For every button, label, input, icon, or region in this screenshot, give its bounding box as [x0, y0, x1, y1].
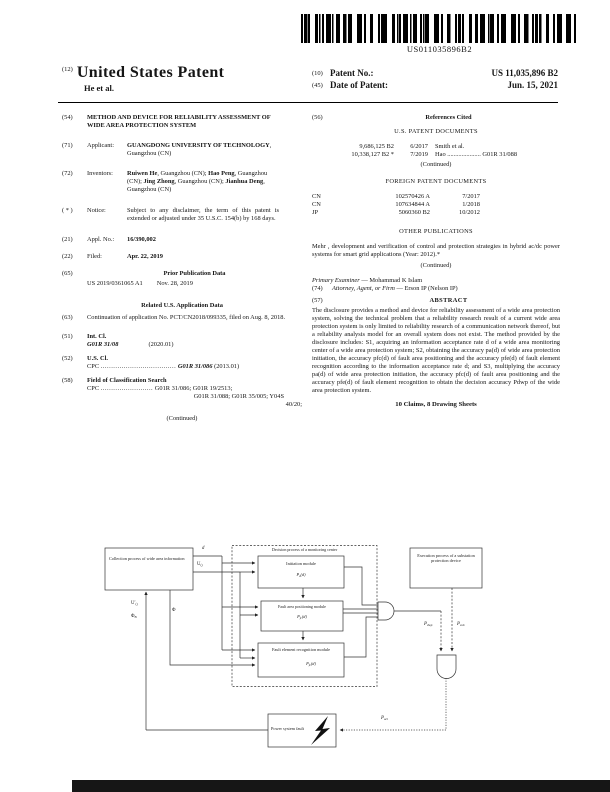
date-of-patent-value: Jun. 15, 2021	[507, 80, 558, 90]
notice-text: Subject to any disclaimer, the term of this patent is extended or adjusted under 35 U.S.C. 154(b) by 168 days.	[127, 207, 279, 222]
field-search-line3: 40/20;	[285, 401, 302, 408]
field-number-72: (72)	[62, 170, 73, 177]
appl-no-value: 16/390,002	[127, 236, 156, 243]
field-search-continued: (Continued)	[166, 415, 198, 422]
collection-box-label: Collection process of wide area information	[109, 556, 185, 561]
wire-label-d: d	[202, 546, 205, 551]
field-number-74: (74)	[312, 285, 323, 292]
applicant-label: Applicant:	[87, 142, 114, 149]
wire-label-u: $U_{()}$	[197, 562, 203, 568]
primary-examiner-line: Primary Examiner — Mohammad K Islam	[312, 277, 423, 284]
field-number-63: (63)	[62, 314, 73, 321]
attorney-line: Attorney, Agent, or Firm — Erson IP (Nelson IP)	[332, 285, 458, 292]
field-number-12: (12)	[62, 66, 73, 73]
related-app-text: Continuation of application No. PCT/CN2018/099335, filed on Aug. 8, 2018.	[87, 314, 286, 321]
applicant-value: GUANGDONG UNIVERSITY OF TECHNOLOGY, Guangzhou (CN)	[127, 142, 272, 157]
field-number-21: (21)	[62, 236, 73, 243]
wire-label-u-prime: $U'_{()}$	[131, 601, 138, 607]
wire-label-p-act: $P_{act}$	[381, 716, 388, 722]
wire-label-phi-b: $\Phi_B$	[131, 614, 137, 620]
foreign-patent-row: JP 5060360 B2 10/2012	[312, 209, 480, 216]
field-number-71: (71)	[62, 142, 73, 149]
us-cl-heading: U.S. Cl.	[87, 355, 108, 362]
abstract-heading: ABSTRACT	[429, 297, 468, 304]
inventor-short-name: He et al.	[84, 83, 114, 93]
power-fault-box-label: Power system fault	[271, 726, 304, 731]
field-search-line2: G01R 31/088; G01R 35/005; Y04S	[193, 393, 284, 400]
inventors-label: Inventors:	[87, 170, 113, 177]
other-publications-heading: OTHER PUBLICATIONS	[399, 228, 473, 235]
us-patent-row: 9,686,125 B2 6/2017 Smith et al.	[359, 143, 465, 150]
abstract-text: The disclosure provides a method and device for reliability assessment of a wide area protection system, solving the technical problem that a reliability research result of a current wide area protection system is only limited to reliability research of a communication network thereof, but a reliability analysis model for an overall system does not exist. The method provided by the disclosure includes: S1, acquiring an information acceptance rate d of a wide area monitoring center of a wide area protection system; S2, obtaining the accuracy pa(d) of wide area protection initiation, the accuracy pfc(d) of fault area positioning and the accuracy pfe(d) of fault element recognition according to the information acceptance rate d; and S3, multiplying the accuracy pa(d) of wide area protection initiation, the accuracy pfc(d) of fault area positioning and the accuracy pfe(d) of fault element recognition to obtain the decision accuracy Pdwp of the wide area protection system.	[312, 307, 560, 394]
field-number-56: (56)	[312, 114, 323, 121]
barcode-text: US011035896B2	[406, 44, 473, 54]
us-docs-continued: (Continued)	[420, 161, 452, 168]
date-of-patent-label: Date of Patent:	[330, 80, 388, 90]
foreign-patent-row: CN 107634844 A 1/2018	[312, 201, 480, 208]
inventors-value: Ruiwen He, Guangzhou (CN); Hao Peng, Guangzhou (CN); Jing Zhong, Guangzhou (CN); Jianhua Deng, Guangzhou (CN)	[127, 170, 268, 193]
and-gate-icon	[437, 655, 456, 679]
barcode-image	[301, 14, 578, 43]
int-cl-heading: Int. Cl.	[87, 333, 107, 340]
execution-box-label: Execution process of a substation protection device	[417, 553, 475, 564]
decision-box-label: Decision process of a monitoring center	[271, 547, 338, 552]
header-right	[312, 68, 558, 92]
field-number-51: (51)	[62, 333, 73, 340]
foreign-docs-heading: FOREIGN PATENT DOCUMENTS	[385, 178, 487, 185]
filed-label: Filed:	[87, 253, 102, 260]
invention-title: METHOD AND DEVICE FOR RELIABILITY ASSESSMENT OF WIDE AREA PROTECTION SYSTEM	[87, 114, 271, 129]
right-column	[312, 114, 560, 409]
wire-label-phi: Φ	[172, 608, 176, 613]
patent-no-value: US 11,035,896 B2	[491, 68, 558, 78]
prior-pub-heading: Prior Publication Data	[163, 270, 226, 277]
patent-no-label: Patent No.:	[330, 68, 374, 78]
field-number-star: ( * )	[62, 207, 73, 214]
notice-label: Notice:	[87, 207, 106, 214]
field-search-heading: Field of Classification Search	[87, 377, 167, 384]
page-bottom-bar	[72, 780, 610, 792]
references-heading: References Cited	[425, 114, 472, 121]
fault-area-box-label: Fault area positioning module	[278, 604, 326, 609]
foreign-patent-row: CN 102570426 A 7/2017	[312, 193, 480, 200]
related-app-heading: Related U.S. Application Data	[141, 302, 223, 309]
field-number-57: (57)	[312, 297, 323, 304]
left-column	[62, 114, 302, 423]
wire-label-p-sub: $P_{sub}$	[457, 622, 465, 628]
filed-value: Apr. 22, 2019	[127, 253, 163, 260]
us-cl-value: CPC .................................... G01R 31/086 (2013.01)	[87, 363, 240, 370]
fault-area-formula: $P_{fc}(d)$	[297, 614, 307, 621]
fault-element-formula: $P_{fe}(d)$	[306, 661, 316, 668]
field-search-line1: CPC ......................... G01R 31/086; G01R 19/2513;	[87, 385, 233, 392]
lightning-bolt-icon	[311, 716, 330, 745]
field-number-22: (22)	[62, 253, 73, 260]
document-kind-title: United States Patent	[76, 64, 225, 81]
fault-element-box-label: Fault element recognition module	[271, 647, 331, 652]
field-number-54: (54)	[62, 114, 73, 121]
field-number-10: (10)	[312, 69, 323, 77]
and-gate-icon	[378, 602, 394, 620]
other-pubs-continued: (Continued)	[420, 262, 452, 269]
initiation-box-label: Initiation module	[286, 561, 316, 566]
initiation-formula: $P_a(d)$	[296, 572, 306, 579]
header-left	[62, 64, 322, 93]
header-divider	[58, 102, 558, 103]
field-number-58: (58)	[62, 377, 73, 384]
us-patent-docs-heading: U.S. PATENT DOCUMENTS	[394, 128, 478, 135]
int-cl-value: G01R 31/08 (2020.01)	[87, 341, 174, 348]
prior-pub-value: US 2019/0361065 A1 Nov. 28, 2019	[87, 280, 193, 287]
claims-drawing-line: 10 Claims, 8 Drawing Sheets	[395, 401, 477, 408]
field-number-45: (45)	[312, 81, 323, 89]
wire-label-p-dwp: $P_{dwp}$	[424, 622, 433, 628]
collection-box	[105, 548, 193, 590]
field-number-65: (65)	[62, 270, 73, 277]
field-number-52: (52)	[62, 355, 73, 362]
appl-no-label: Appl. No.:	[87, 236, 115, 243]
other-publication-text: Mehr , development and verification of control and protection strategies in hybrid ac/dc power systems for smart grid applications (Year: 2012).*	[312, 243, 560, 258]
us-patent-row: 10,338,127 B2 * 7/2019 Hao ..................... G01R 31/088	[351, 151, 518, 158]
